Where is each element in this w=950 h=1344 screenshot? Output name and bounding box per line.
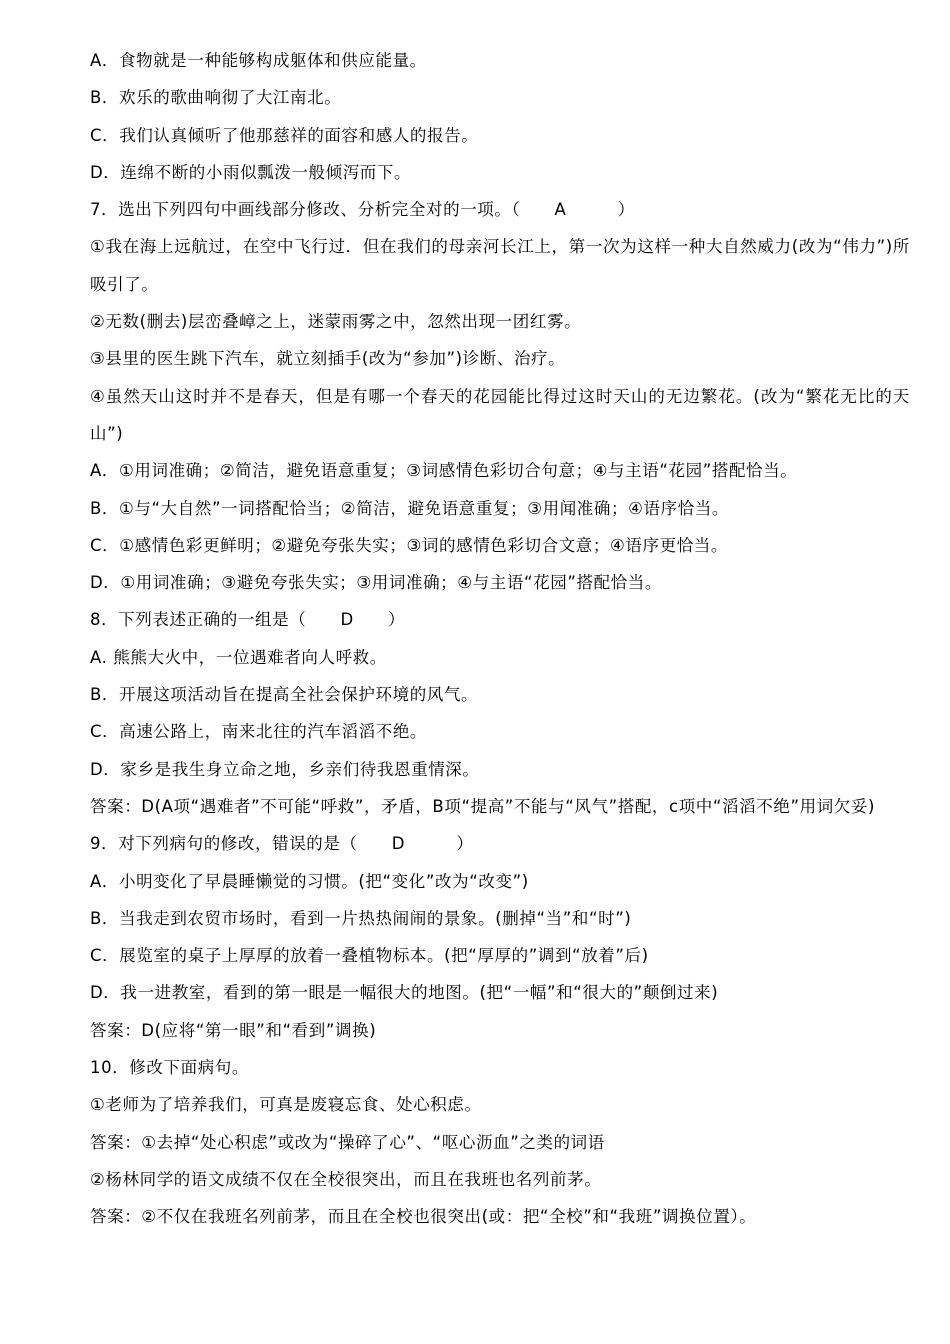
- question-9: 9．对下列病句的修改，错误的是（ D ）: [90, 834, 474, 854]
- option-6b: B．欢乐的歌曲响彻了大江南北。: [90, 88, 342, 108]
- question-10: 10．修改下面病句。: [90, 1058, 249, 1078]
- q8-answer: 答案：D(A项“遇难者”不可能“呼救”，矛盾，B项“提高”不能与“风气”搭配，c项中“滔滔不绝”用词欠妥): [90, 796, 876, 816]
- q7-sentence-1: ①我在海上远航过，在空中飞行过．但在我们的母亲河长江上，第一次为这样一种大自然威力(改为“伟力”)所吸引了。: [90, 237, 910, 294]
- q7-option-b: B．①与“大自然”一词搭配恰当；②简洁，避免语意重复；③用闻准确；④语序恰当。: [90, 498, 729, 518]
- q7-option-a: A．①用词准确；②简洁，避免语意重复；③词感情色彩切合句意；④与主语“花园”搭配恰当。: [90, 461, 798, 481]
- q7-sentence-4: ④虽然天山这时并不是春天，但是有哪一个春天的花园能比得过这时天山的无边繁花。(改为“繁花无比的天山”): [90, 386, 910, 443]
- q7-sentence-2: ②无数(删去)层峦叠嶂之上，迷蒙雨雾之中，忽然出现一团红雾。: [90, 312, 582, 332]
- q10-answer-2: 答案：②不仅在我班名列前茅，而且在全校也很突出(或：把“全校”和“我班”调换位置）。: [90, 1207, 757, 1227]
- q8-option-b: B．开展这项活动旨在提高全社会保护环境的风气。: [90, 685, 479, 705]
- q9-option-d: D．我一进教室，看到的第一眼是一幅很大的地图。(把“一幅”和“很大的”颠倒过来): [90, 983, 719, 1003]
- q9-option-c: C．展览室的桌子上厚厚的放着一叠植物标本。(把“厚厚的”调到“放着”后): [90, 946, 649, 966]
- q8-option-a: A. 熊熊大火中，一位遇难者向人呼救。: [90, 647, 387, 667]
- q7-option-d: D．①用词准确；③避免夸张失实；③用词准确；④与主语“花园”搭配恰当。: [90, 573, 662, 593]
- q7-sentence-3: ③县里的医生跳下汽车，就立刻插手(改为“参加”)诊断、治疗。: [90, 349, 566, 369]
- question-8: 8．下列表述正确的一组是（ D ）: [90, 610, 406, 630]
- q10-answer-1: 答案：①去掉“处心积虑”或改为“操碎了心”、“呕心沥血”之类的词语: [90, 1132, 605, 1152]
- q10-sentence-1: ①老师为了培养我们，可真是废寝忘食、处心积虑。: [90, 1095, 482, 1115]
- q8-option-c: C．高速公路上，南来北往的汽车滔滔不绝。: [90, 722, 428, 742]
- q9-answer: 答案：D(应将“第一眼”和“看到”调换): [90, 1020, 377, 1040]
- option-6c: C．我们认真倾听了他那慈祥的面容和感人的报告。: [90, 125, 479, 145]
- q10-sentence-2: ②杨林同学的语文成绩不仅在全校很突出，而且在我班也名列前茅。: [90, 1169, 602, 1189]
- option-6d: D．连绵不断的小雨似瓢泼一般倾泻而下。: [90, 162, 412, 182]
- document-page: [90, 42, 910, 1236]
- option-6a: A．食物就是一种能够构成躯体和供应能量。: [90, 51, 427, 70]
- q7-option-c: C．①感情色彩更鲜明；②避免夸张失实；③词的感情色彩切合文意；④语序更恰当。: [90, 535, 728, 555]
- q8-option-d: D．家乡是我生身立命之地，乡亲们待我恩重情深。: [90, 759, 480, 779]
- question-7: 7．选出下列四句中画线部分修改、分析完全对的一项。（ A ）: [90, 200, 635, 220]
- q9-option-b: B．当我走到农贸市场时，看到一片热热闹闹的景象。(删掉“当”和“时”): [90, 908, 632, 928]
- q9-option-a: A．小明变化了早晨睡懒觉的习惯。(把“变化”改为“改变”): [90, 871, 529, 891]
